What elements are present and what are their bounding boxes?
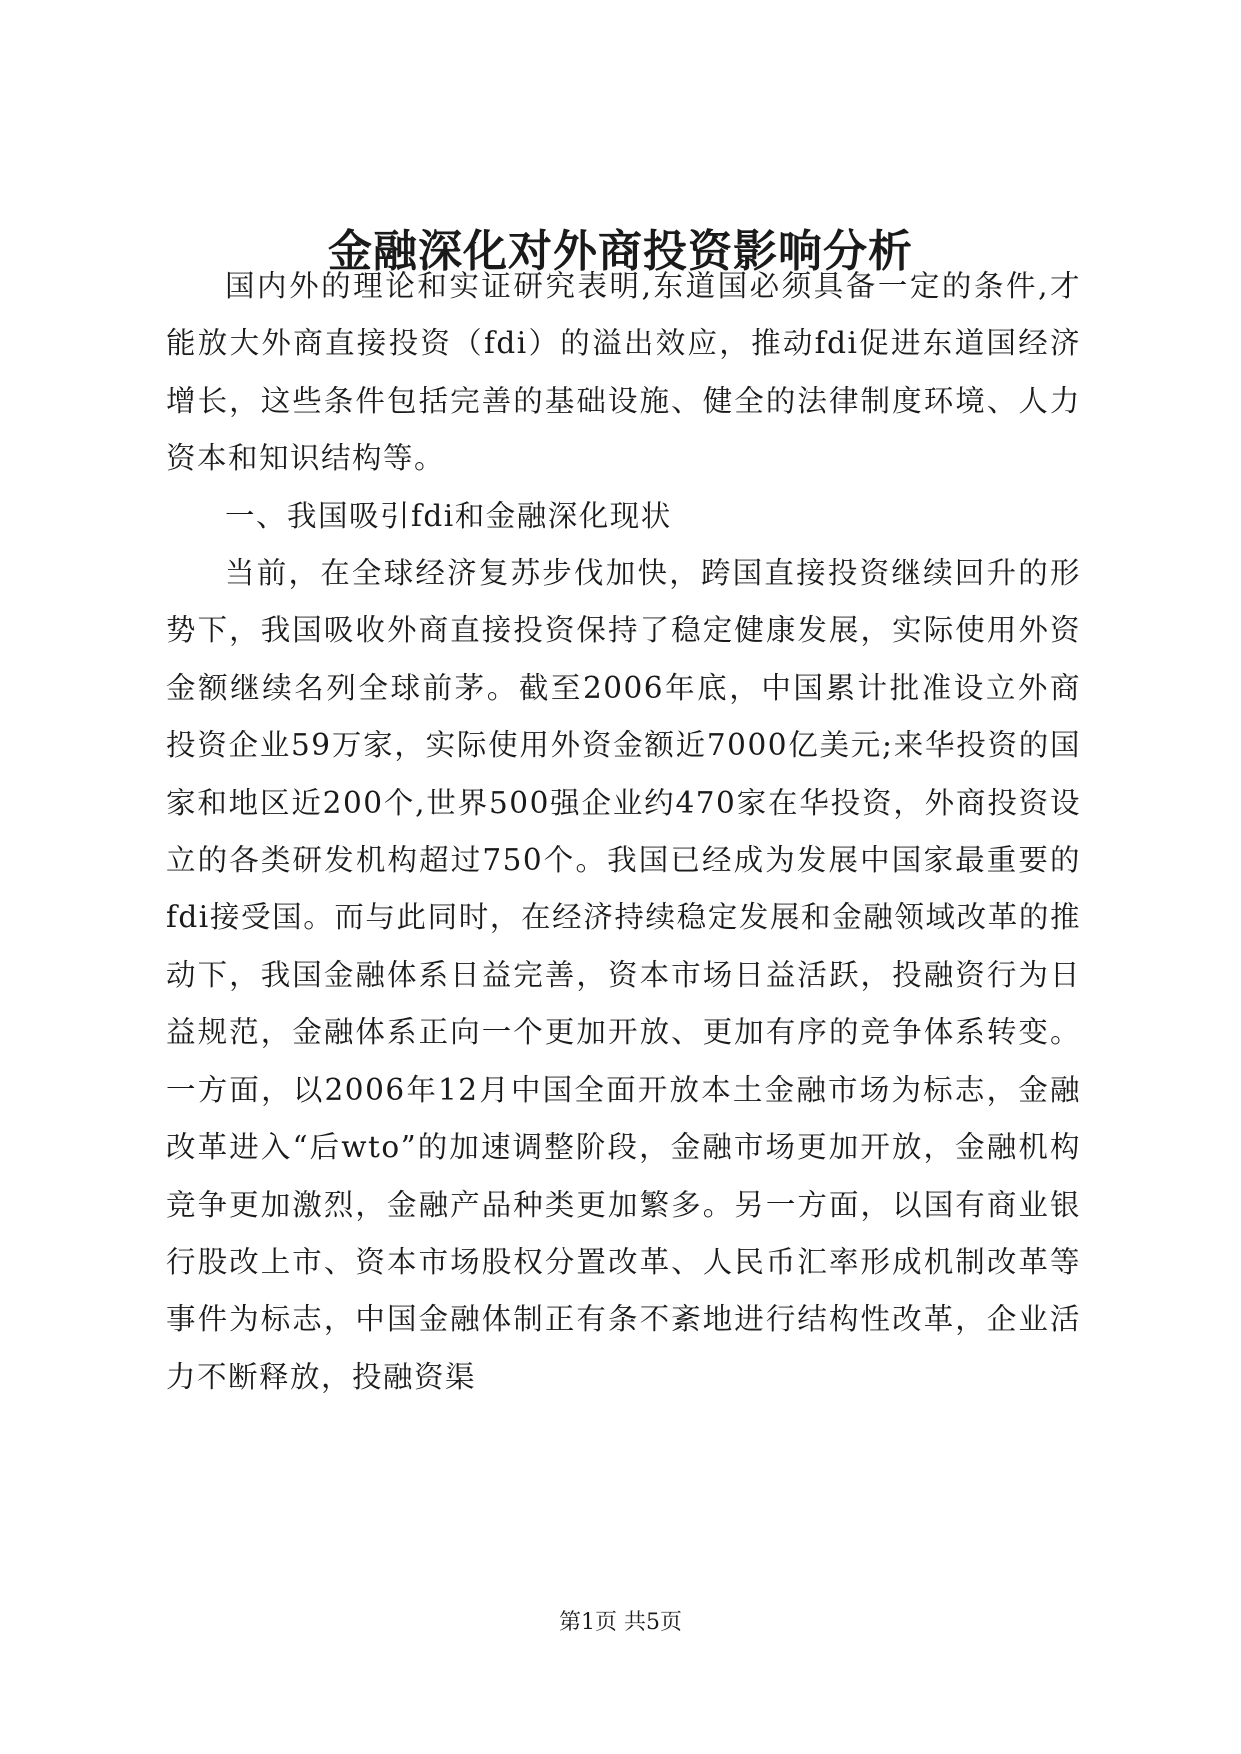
paragraph-intro: 国内外的理论和实证研究表明,东道国必须具备一定的条件,才能放大外商直接投资（fdi）的溢出效应，推动fdi促进东道国经济增长，这些条件包括完善的基础设施、健全的法律制度环境、人力资本和知识结构等。 [166, 269, 1081, 476]
section-heading: 一、我国吸引fdi和金融深化现状 [225, 498, 672, 533]
document-title: 金融深化对外商投资影响分析 [328, 226, 913, 277]
paragraph-current-status: 当前，在全球经济复苏步伐加快，跨国直接投资继续回升的形势下，我国吸收外商直接投资保持了稳定健康发展，实际使用外资金额继续名列全球前茅。截至2006年底，中国累计批准设立外商投资企业59万家，实际使用外资金额近7000亿美元;来华投资的国家和地区近200个,世界500强企业约470家在华投资，外商投资设立的各类研发机构超过750个。我国已经成为发展中国家最重要的fdi接受国。而与此同时，在经济持续稳定发展和金融领域改革的推动下，我国金融体系日益完善，资本市场日益活跃，投融资行为日益规范，金融体系正向一个更加开放、更加有序的竞争体系转变。一方面，以2006年12月中国全面开放本土金融市场为标志，金融改革进入“后wto”的加速调整阶段，金融市场更加开放，金融机构竞争更加激烈，金融产品种类更加繁多。另一方面，以国有商业银行股改上市、资本市场股权分置改革、人民币汇率形成机制改革等事件为标志，中国金融体制正有条不紊地进行结构性改革，企业活力不断释放，投融资渠 [166, 556, 1081, 1394]
page-footer: 第1页 共5页 [559, 1610, 682, 1635]
document-body [166, 258, 1081, 1406]
